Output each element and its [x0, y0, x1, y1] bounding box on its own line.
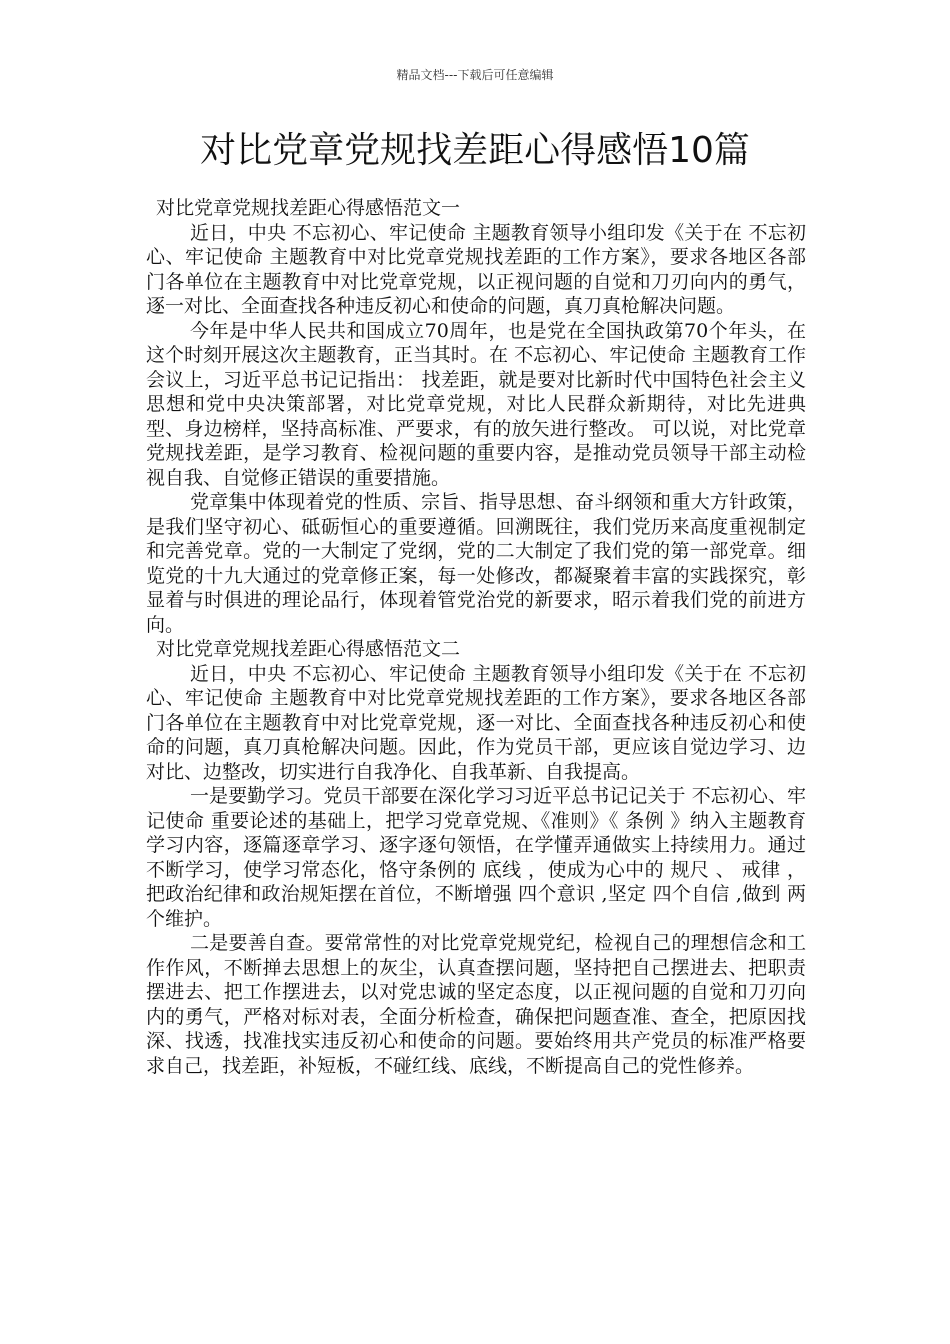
document-body	[146, 196, 806, 1078]
paragraph: 近日，中央 不忘初心、牢记使命 主题教育领导小组印发《关于在 不忘初心、牢记使命 主题教育中对比党章党规找差距的工作方案》，要求各地区各部门各单位在主题教育中对比党章党规，以正视问题的自觉和刀刃向内的勇气，逐一对比、全面查找各种违反初心和使命的问题，真刀真枪解决问题。	[146, 221, 806, 317]
section-heading-1: 对比党章党规找差距心得感悟范文一	[156, 197, 461, 219]
paragraph: 党章集中体现着党的性质、宗旨、指导思想、奋斗纲领和重大方针政策，是我们坚守初心、砥砺恒心的重要遵循。回溯既往，我们党历来高度重视制定和完善党章。党的一大制定了党纲，党的二大制定了我们党的第一部党章。细览党的十九大通过的党章修正案，每一处修改，都凝聚着丰富的实践探究，彰显着与时俱进的理论品行，体现着管党治党的新要求，昭示着我们党的前进方向。	[146, 491, 806, 636]
paragraph: 二是要善自查。要常常性的对比党章党规党纪，检视自己的理想信念和工作作风，不断掸去思想上的灰尘，认真查摆问题，坚持把自己摆进去、把职责摆进去、把工作摆进去，以对党忠诚的坚定态度，以正视问题的自觉和刀刃向内的勇气，严格对标对表，全面分析检查，确保把问题查准、查全，把原因找深、找透，找准找实违反初心和使命的问题。要始终用共产党员的标准严格要求自己，找差距，补短板，不碰红线、底线，不断提高自己的党性修养。	[146, 932, 806, 1077]
section-heading-2: 对比党章党规找差距心得感悟范文二	[156, 638, 461, 660]
document-title: 对比党章党规找差距心得感悟10篇	[200, 130, 750, 171]
paragraph: 今年是中华人民共和国成立70周年，也是党在全国执政第70个年头，在这个时刻开展这次主题教育，正当其时。在 不忘初心、牢记使命 主题教育工作会议上，习近平总书记记指出： 找差距，就是要对比新时代中国特色社会主义思想和党中央决策部署，对比党章党规，对比人民群众新期待，对比先进典型、身边榜样，坚持高标准、严要求，有的放矢进行整改。 可以说，对比党章党规找差距，是学习教育、检视问题的重要内容，是推动党员领导干部主动检视自我、自觉修正错误的重要措施。	[146, 319, 806, 489]
header-note: 精品文档---下载后可任意编辑	[396, 68, 554, 82]
paragraph: 近日，中央 不忘初心、牢记使命 主题教育领导小组印发《关于在 不忘初心、牢记使命 主题教育中对比党章党规找差距的工作方案》，要求各地区各部门各单位在主题教育中对比党章党规，逐一对比、全面查找各种违反初心和使命的问题，真刀真枪解决问题。因此，作为党员干部，更应该自觉边学习、边对比、边整改，切实进行自我净化、自我革新、自我提高。	[146, 662, 806, 783]
paragraph: 一是要勤学习。党员干部要在深化学习习近平总书记记关于 不忘初心、牢记使命 重要论述的基础上，把学习党章党规、《准则》《 条例 》纳入主题教育学习内容，逐篇逐章学习、逐字逐句领悟，在学懂弄通做实上持续用力。通过不断学习，使学习常态化，恪守条例的 底线 ，使成为心中的 规尺 、 戒律 ，把政治纪律和政治规矩摆在首位，不断增强 四个意识 ,坚定 四个自信 ,做到 两个维护。	[146, 785, 806, 930]
